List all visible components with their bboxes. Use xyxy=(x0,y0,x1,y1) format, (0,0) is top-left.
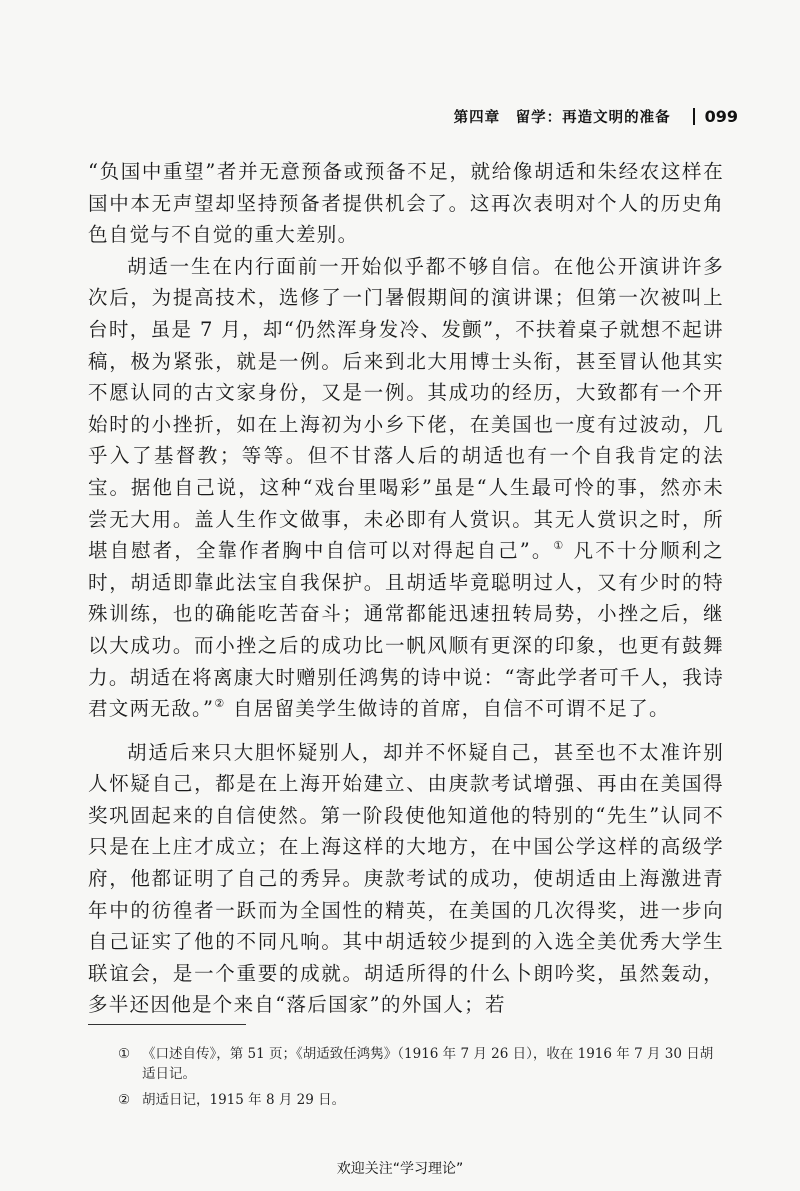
paragraph-2-part-1: 胡适一生在内行面前一开始似乎都不够自信。在他公开演讲许多次后，为提高技术，选修了一门暑假期间的演讲课；但第一次被叫上台时，虽是 7 月，却“仍然浑身发冷、发颤”，不扶着桌子就想不起讲稿，极为紧张，就是一例。后来到北大用博士头衔，甚至冒认他其实不愿认同的古文家身份，又是一例。其成功的经历，大致都有一个开始时的小挫折，如在上海初为小乡下佬，在美国也一度有过波动，几乎入了基督教；等等。但不甘落人后的胡适也有一个自我肯定的法宝。据他自己说，这种“戏台里喝彩”虽是“人生最可怜的事，然亦未尝无大用。盖人生作文做事，未必即有人赏识。其无人赏识之时，所堪自慰者，全靠作者胸中自信可以对得起自己”。 xyxy=(88,254,724,563)
footnote-1-text: 《口述自传》，第 51 页；《胡适致任鸿隽》（1916 年 7 月 26 日），收在 1916 年 7 月 30 日胡适日记。 xyxy=(142,1046,714,1082)
footnote-2-mark: ② xyxy=(118,1092,131,1108)
chapter-title: 第四章 留学：再造文明的准备 xyxy=(453,110,671,126)
footnote-divider xyxy=(88,1024,246,1025)
running-header xyxy=(454,106,738,127)
footnote-ref-1[interactable]: ① xyxy=(553,539,566,553)
footnotes xyxy=(120,1044,720,1116)
footnote-2 xyxy=(120,1090,720,1110)
footnote-2-text: 胡适日记，1915 年 8 月 29 日。 xyxy=(142,1092,346,1108)
footer-note: 欢迎关注“学习理论” xyxy=(336,1161,464,1177)
header-divider xyxy=(693,108,695,125)
page-number: 099 xyxy=(704,107,738,126)
main-text xyxy=(88,156,724,1021)
paragraph-2 xyxy=(88,251,724,725)
footnote-1-mark: ① xyxy=(118,1046,131,1062)
paragraph-2-part-3: 自居留美学生做诗的首席，自信不可谓不足了。 xyxy=(225,697,670,721)
paragraph-2-part-2: 凡不十分顺利之时，胡适即靠此法宝自我保护。且胡适毕竟聪明过人，又有少时的特殊训练，也的确能吃苦奋斗；通常都能迅速扭转局势，小挫之后，继以大成功。而小挫之后的成功比一帆风顺有更深的印象，也更有鼓舞力。胡适在将离康大时赠别任鸿隽的诗中说：“寄此学者可千人，我诗君文两无敌。” xyxy=(88,539,724,721)
paragraph-1: “负国中重望”者并无意预备或预备不足，就给像胡适和朱经农这样在国中本无声望却坚持预备者提供机会了。这再次表明对个人的历史角色自觉与不自觉的重大差别。 xyxy=(88,160,724,247)
footnote-ref-2[interactable]: ② xyxy=(214,697,226,711)
paragraph-3: 胡适后来只大胆怀疑别人，却并不怀疑自己，甚至也不太准许别人怀疑自己，都是在上海开始建立、由庚款考试增强、再由在美国得奖巩固起来的自信使然。第一阶段使他知道他的特别的“先生”认同不只是在上庄才成立；在上海这样的大地方，在中国公学这样的高级学府，他都证明了自己的秀异。庚款考试的成功，使胡适由上海激进青年中的彷徨者一跃而为全国性的精英，在美国的几次得奖，进一步向自己证实了他的不同凡响。其中胡适较少提到的入选全美优秀大学生联谊会，是一个重要的成就。胡适所得的什么卜朗吟奖，虽然轰动，多半还因他是个来自“落后国家”的外国人；若 xyxy=(88,740,724,1017)
footnote-1 xyxy=(120,1044,720,1084)
